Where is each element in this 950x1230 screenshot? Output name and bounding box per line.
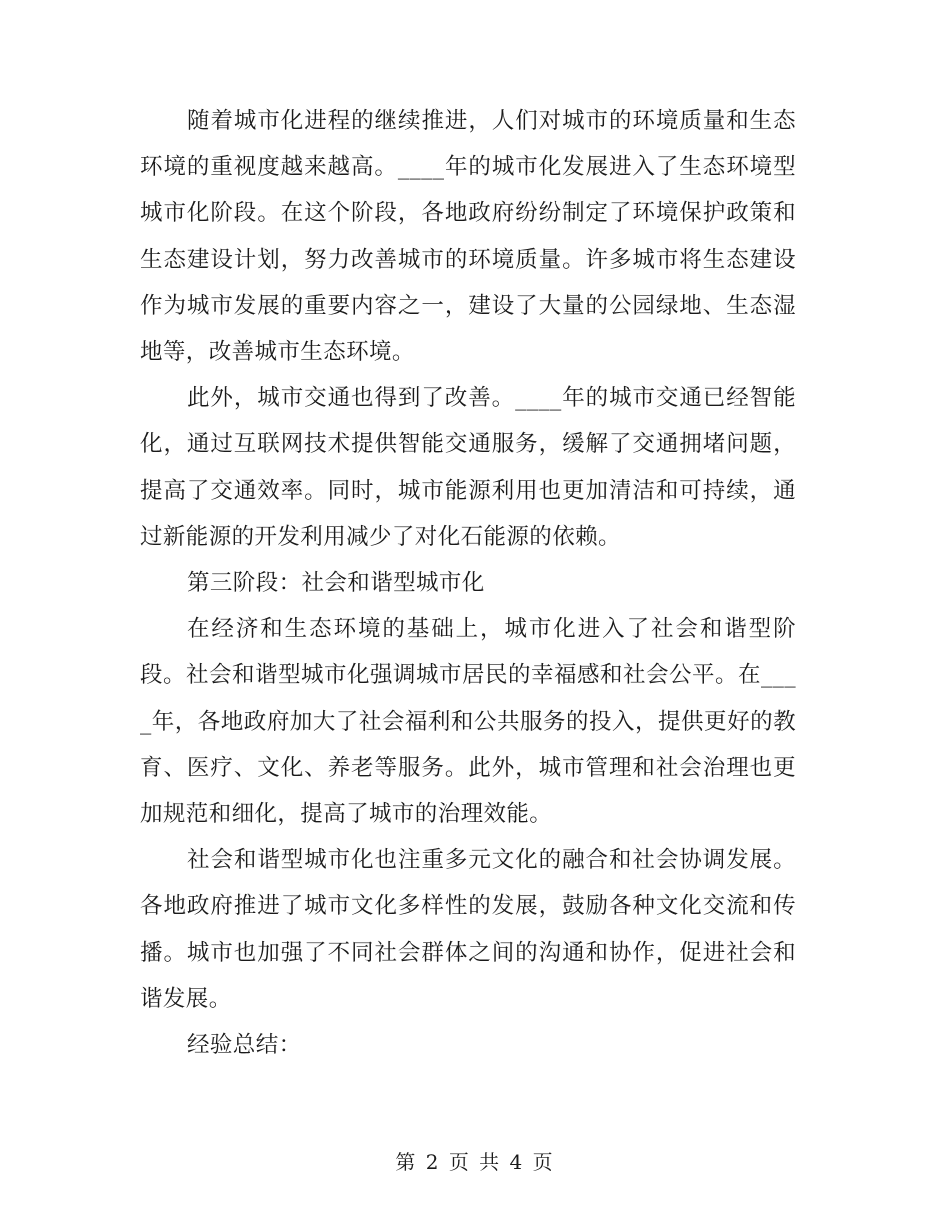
paragraph-social-harmony: 在经济和生态环境的基础上，城市化进入了社会和谐型阶段。社会和谐型城市化强调城市居民的幸福感和社会公平。在____年，各地政府加大了社会福利和公共服务的投入，提供更好的教育、医疗、文化、养老等服务。此外，城市管理和社会治理也更加规范和细化，提高了城市的治理效能。 bbox=[140, 616, 796, 828]
document-body bbox=[140, 98, 796, 1068]
section-heading-stage-three: 第三阶段：社会和谐型城市化 bbox=[187, 570, 485, 597]
section-heading-experience-summary: 经验总结： bbox=[187, 1032, 302, 1059]
paragraph-cultural-diversity: 社会和谐型城市化也注重多元文化的融合和社会协调发展。各地政府推进了城市文化多样性的发展，鼓励各种文化交流和传播。城市也加强了不同社会群体之间的沟通和协作，促进社会和谐发展。 bbox=[140, 847, 796, 1012]
paragraph-urban-transport: 此外，城市交通也得到了改善。____年的城市交通已经智能化，通过互联网技术提供智能交通服务，缓解了交通拥堵问题，提高了交通效率。同时，城市能源利用也更加清洁和可持续，通过新能源的开发利用减少了对化石能源的依赖。 bbox=[140, 385, 796, 550]
paragraph-ecological-urbanization: 随着城市化进程的继续推进，人们对城市的环境质量和生态环境的重视度越来越高。____年的城市化发展进入了生态环境型城市化阶段。在这个阶段，各地政府纷纷制定了环境保护政策和生态建设计划，努力改善城市的环境质量。许多城市将生态建设作为城市发展的重要内容之一，建设了大量的公园绿地、生态湿地等，改善城市生态环境。 bbox=[140, 108, 796, 366]
page-number-footer: 第 2 页 共 4 页 bbox=[395, 1150, 555, 1174]
